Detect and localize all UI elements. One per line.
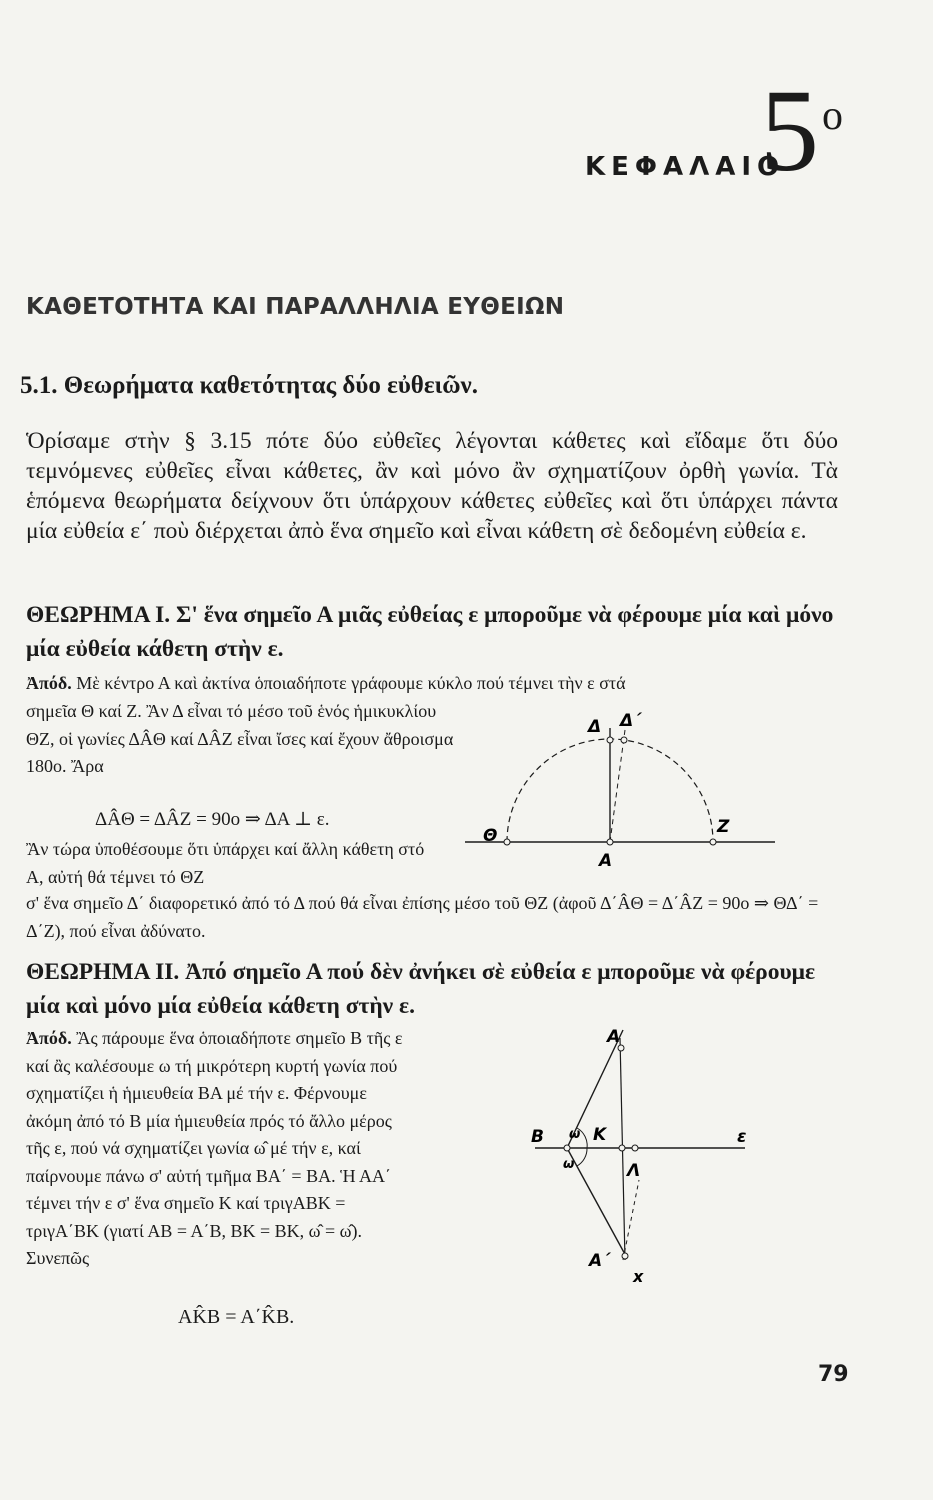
- point-A-prime: [622, 1253, 628, 1259]
- proof-text: Ἂς πάρουμε ἕνα ὁποιαδήποτε σημεῖο Β τῆς ε καί ἂς καλέσουμε ω τή μικρότερη κυρτή γωνία πού σχηματίζει ἡ ἡμιευθεία ΒΑ μέ τήν ε. Φέρνουμε ἀκόμη ἀπό τό Β μία ἡμιευθεία πρός τό ἄλλο μέρος τῆς ε, πού νά σχηματίζει γωνία ω̂ μέ τήν ε, καί παίρνουμε πάνω σ' αὐτή τμῆμα ΒΑ΄ = ΒΑ. Ἡ ΑΑ΄ τέμνει τήν ε σ' ἕνα σημεῖο Κ καί τριγΑΒΚ = τριγΑ΄ΒΚ (γιατί ΑΒ = Α΄Β, ΒΚ = ΒΚ, ω̂ = ω̂). Συνεπῶς: [26, 1028, 403, 1268]
- point-D-prime: [621, 737, 627, 743]
- label-Theta: Θ: [483, 826, 498, 846]
- label-B: Β: [531, 1127, 544, 1147]
- theorem-1-proof-line-1: [26, 670, 841, 698]
- point-L: [632, 1145, 638, 1151]
- page-number: 79: [818, 1362, 849, 1387]
- proof-text: Μὲ κέντρο Α καὶ ἀκτίνα ὁποιαδήποτε γράφουμε κύκλο πού τέμνει τὴν ε στά: [76, 673, 626, 693]
- chapter-title: ΚΑΘΕΤΟΤΗΤΑ ΚΑΙ ΠΑΡΑΛΛΗΛΙΑ ΕΥΘΕΙΩΝ: [26, 294, 565, 320]
- figure-2-perpendicular-from-point: [515, 1020, 785, 1290]
- theorem-1-equation: ΔÂΘ = ΔÂZ = 90ο ⇒ ΔΑ ⊥ ε.: [95, 809, 330, 830]
- label-Z: Ζ: [717, 817, 730, 837]
- ray-x: [623, 1180, 639, 1260]
- label-K: Κ: [593, 1125, 607, 1145]
- label-L: Λ: [627, 1161, 641, 1181]
- point-Theta: [504, 839, 510, 845]
- theorem-1-proof-part-d: σ' ἕνα σημεῖο Δ΄ διαφορετικό ἀπό τό Δ πού θά εἶναι ἐπίσης μέσο τοῦ ΘΖ (ἀφοῦ Δ΄ÂΘ = Δ΄ÂZ = 90ο ⇒ ΘΔ΄ = Δ΄Z), πού εἶναι ἀδύνατο.: [26, 893, 819, 941]
- chapter-number: 5: [760, 65, 819, 196]
- point-Z: [710, 839, 716, 845]
- proof-lead: Ἀπόδ.: [26, 673, 72, 693]
- intro-paragraph: Ὁρίσαμε στὴν § 3.15 πότε δύο εὐθεῖες λέγονται κάθετες καὶ εἴδαμε ὅτι δύο τεμνόμενες εὐθεῖες εἶναι κάθετες, ἂν καὶ μόνο ἂν σχηματίζουν ὀρθὴ γωνία. Τὰ ἑπόμενα θεωρήματα δείχνουν ὅτι ὑπάρχουν κάθετες εὐθεῖες καὶ ὅτι ὑπάρχει πάντα μία εὐθεία ε΄ ποὺ διέρχεται ἀπὸ ἕνα σημεῖο καὶ εἶναι κάθετη σὲ δεδομένη εὐθεία ε.: [26, 428, 838, 544]
- point-K: [619, 1145, 625, 1151]
- proof-lead: Ἀπόδ.: [26, 1028, 72, 1048]
- chapter-label: ΚΕΦΑΛΑΙΟ: [585, 152, 786, 182]
- label-A: Α: [599, 851, 613, 871]
- label-A-prime: Α΄: [589, 1251, 610, 1271]
- theorem-2-proof: [26, 1025, 414, 1273]
- theorem-1-statement: ΘΕΩΡΗΜΑ Ι. Σ' ἕνα σημεῖο Α μιᾶς εὐθείας ε μποροῦμε νὰ φέρουμε μία καὶ μόνο μία εὐθεία κάθετη στὴν ε.: [26, 602, 834, 662]
- label-omega-lower: ω: [563, 1157, 575, 1172]
- theorem-1-proof-part-c: Ἂν τώρα ὑποθέσουμε ὅτι ὑπάρχει καί ἄλλη κάθετη στό Α, αὐτή θά τέμνει τό ΘΖ: [26, 839, 425, 887]
- ray-BA-prime: [567, 1148, 627, 1258]
- point-D: [607, 737, 613, 743]
- theorem-1-proof-part-b: σημεῖα Θ καί Ζ. Ἂν Δ εἶναι τό μέσο τοῦ ἑνός ἡμικυκλίου ΘΖ, οἱ γωνίες ΔÂΘ καί ΔÂZ εἶναι ἴσες καί ἔχουν ἄθροισμα 180ο. Ἄρα: [26, 701, 454, 776]
- theorem-2-equation: ΑK̂Β = Α΄K̂Β.: [178, 1306, 295, 1328]
- point-A: [607, 839, 613, 845]
- point-B: [564, 1145, 570, 1151]
- label-D: Δ: [588, 717, 602, 737]
- label-D-prime: Δ΄: [620, 711, 641, 731]
- theorem-2-statement: ΘΕΩΡΗΜΑ ΙΙ. Ἀπό σημεῖο Α πού δὲν ἀνήκει σὲ εὐθεία ε μποροῦμε νὰ φέρουμε μία καὶ μόνο μία εὐθεία κάθετη στὴν ε.: [26, 959, 816, 1019]
- angle-omega-lower: [577, 1148, 587, 1166]
- label-omega-upper: ω: [569, 1127, 581, 1142]
- figure-1-perpendicular-construction: [465, 700, 785, 875]
- section-heading: 5.1. Θεωρήματα καθετότητας δύο εὐθειῶν.: [20, 372, 478, 399]
- chapter-number-superscript: ο: [822, 93, 843, 139]
- label-e: ε: [737, 1127, 747, 1147]
- label-A: Α: [607, 1027, 621, 1047]
- label-x: x: [633, 1267, 644, 1286]
- line-D-prime-A: [610, 730, 625, 842]
